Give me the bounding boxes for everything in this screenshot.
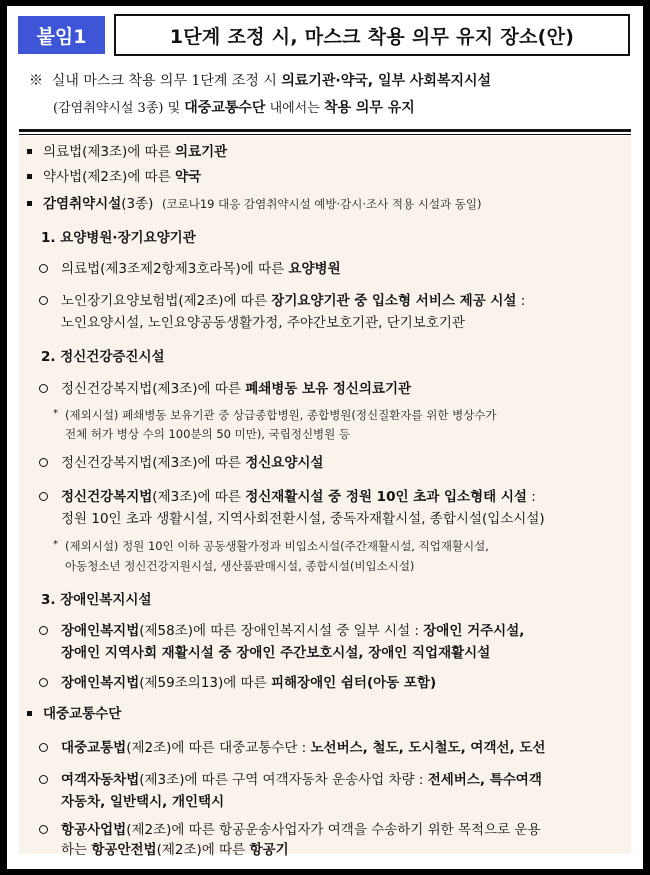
divider bbox=[19, 129, 631, 132]
item-pharmacy bbox=[43, 168, 201, 186]
item-emphasis: 장애인복지법 bbox=[61, 675, 140, 691]
item-text: (3종) bbox=[121, 196, 154, 212]
item-emphasis: 감염취약시설 bbox=[43, 196, 122, 212]
bullet-circle bbox=[39, 384, 48, 393]
item-aviation-cont bbox=[61, 841, 289, 859]
item-emphasis: 약국 bbox=[175, 169, 202, 185]
item-emphasis: 요양병원 bbox=[288, 261, 341, 277]
notice-emphasis: 대중교통수단 bbox=[184, 100, 266, 116]
note-star: * bbox=[53, 539, 58, 550]
item-text: 의료법(제3조제2항제3호라목)에 따른 bbox=[61, 261, 289, 277]
bullet-circle bbox=[39, 678, 48, 687]
item-text: 약사법(제2조)에 따른 bbox=[43, 169, 176, 185]
item-disability-welfare bbox=[61, 622, 524, 640]
item-text: : bbox=[526, 489, 536, 505]
notice-mark: ※ bbox=[29, 73, 43, 89]
attachment-tag: 붙임1 bbox=[18, 16, 105, 54]
item-emphasis: 항공사업법 bbox=[61, 822, 127, 838]
bullet-circle bbox=[39, 296, 48, 305]
notice-text: 내에서는 bbox=[265, 101, 324, 116]
item-emphasis: 대중교통법 bbox=[61, 740, 127, 756]
item-text: (제2조)에 따른 대중교통수단 : bbox=[126, 740, 311, 756]
item-emphasis: 정신요양시설 bbox=[245, 455, 324, 471]
item-disability-shelter bbox=[61, 674, 436, 692]
content-area bbox=[19, 136, 631, 858]
item-mental-care bbox=[61, 454, 323, 472]
item-emphasis: 전세버스, 특수여객 bbox=[427, 772, 542, 788]
item-aviation bbox=[61, 821, 541, 839]
item-text: (제2조)에 따른 항공운송사업자가 여객을 수송하기 위한 목적으로 운용 bbox=[126, 822, 541, 838]
item-emphasis: 장애인 지역사회 재활시설 중 장애인 주간보호시설, 장애인 직업재활시설 bbox=[61, 645, 491, 661]
item-emphasis: 의료기관 bbox=[175, 144, 228, 160]
item-text: (제2조)에 따른 bbox=[156, 842, 250, 858]
item-longterm-care bbox=[61, 292, 525, 310]
item-emphasis: 장기요양기관 중 입소형 서비스 제공 시설 bbox=[271, 293, 517, 309]
notice-box bbox=[29, 68, 637, 122]
item-text: 정신건강복지법(제3조)에 따른 bbox=[61, 455, 246, 471]
bullet-circle bbox=[39, 626, 48, 635]
item-emphasis: 노선버스, 철도, 도시철도, 여객선, 도선 bbox=[310, 740, 546, 756]
item-mental-rehab-list: 정원 10인 초과 생활시설, 지역사회전환시설, 중독자재활시설, 종합시설(입소시설) bbox=[61, 511, 545, 527]
bullet-square bbox=[27, 149, 32, 154]
item-psychiatric bbox=[61, 380, 411, 398]
bullet-square bbox=[27, 201, 32, 206]
item-emphasis: 폐쇄병동 보유 정신의료기관 bbox=[245, 381, 412, 397]
bullet-circle bbox=[39, 492, 48, 501]
section-heading-2: 2. 정신건강증진시설 bbox=[41, 349, 165, 365]
item-emphasis: 피해장애인 쉼터(아동 포함) bbox=[270, 675, 437, 691]
item-note: (코로나19 대응 감염취약시설 예방·감시·조사 적용 시설과 동일) bbox=[162, 197, 482, 211]
notice-text: 실내 마스크 착용 의무 1단계 조정 시 bbox=[51, 73, 282, 89]
document-page bbox=[7, 6, 643, 869]
item-emphasis: 정신재활시설 중 정원 10인 초과 입소형태 시설 bbox=[245, 489, 527, 505]
notice-line-1 bbox=[29, 68, 637, 95]
exclusion-note-2: (제외시설) 정원 10인 이하 공동생활가정과 비입소시설(주간재활시설, 직업재활시설, bbox=[65, 539, 489, 553]
item-mental-rehab bbox=[61, 488, 536, 506]
document-title: 1단계 조정 시, 마스크 착용 의무 유지 장소(안) bbox=[114, 14, 630, 56]
item-emphasis: 자동차, 일반택시, 개인택시 bbox=[61, 794, 225, 810]
exclusion-note-1-cont: 전체 허가 병상 수의 100분의 50 미만), 국립정신병원 등 bbox=[65, 427, 351, 441]
item-longterm-care-list: 노인요양시설, 노인요양공동생활가정, 주야간보호기관, 단기보호기관 bbox=[61, 315, 465, 331]
item-text: 의료법(제3조)에 따른 bbox=[43, 144, 176, 160]
bullet-circle bbox=[39, 825, 48, 834]
section-heading-1: 1. 요양병원·장기요양기관 bbox=[41, 230, 196, 246]
item-emphasis: 항공기 bbox=[249, 842, 289, 858]
note-star: * bbox=[53, 408, 58, 419]
item-text: (제59조의13)에 따른 bbox=[139, 675, 271, 691]
item-emphasis: 장애인복지법 bbox=[61, 623, 140, 639]
notice-text: (감염취약시설 3종) 및 bbox=[53, 101, 185, 116]
item-emphasis: 항공안전법 bbox=[91, 842, 157, 858]
item-transit-act bbox=[61, 739, 545, 757]
item-emphasis: 장애인 거주시설, bbox=[423, 623, 525, 639]
item-disability-welfare-cont bbox=[61, 644, 490, 662]
exclusion-note-2-cont: 아동청소년 정신건강지원시설, 생산품판매시설, 종합시설(비입소시설) bbox=[65, 559, 415, 573]
item-nursing-hospital bbox=[61, 260, 341, 278]
item-passenger-car bbox=[61, 771, 542, 789]
item-vulnerable bbox=[43, 195, 481, 213]
bullet-square bbox=[27, 711, 32, 716]
item-passenger-car-cont bbox=[61, 793, 224, 811]
divider bbox=[19, 134, 631, 135]
bullet-circle bbox=[39, 775, 48, 784]
bullet-circle bbox=[39, 743, 48, 752]
bullet-square bbox=[27, 174, 32, 179]
item-medical bbox=[43, 143, 227, 161]
item-text: : bbox=[516, 293, 526, 309]
item-emphasis: 여객자동차법 bbox=[61, 772, 140, 788]
bullet-circle bbox=[39, 458, 48, 467]
notice-emphasis: 착용 의무 유지 bbox=[323, 100, 415, 116]
section-heading-3: 3. 장애인복지시설 bbox=[41, 592, 152, 608]
bullet-circle bbox=[39, 264, 48, 273]
notice-emphasis: 의료기관·약국, 일부 사회복지시설 bbox=[281, 73, 492, 89]
item-text: (제3조)에 따른 구역 여객자동차 운송사업 차량 : bbox=[139, 772, 428, 788]
item-emphasis: 정신건강복지법 bbox=[61, 489, 153, 505]
item-text: 노인장기요양보험법(제2조)에 따른 bbox=[61, 293, 272, 309]
item-text: (제3조)에 따른 bbox=[152, 489, 246, 505]
exclusion-note-1: (제외시설) 폐쇄병동 보유기관 중 상급종합병원, 종합병원(정신질환자를 위한 병상수가 bbox=[65, 408, 497, 422]
item-public-transport: 대중교통수단 bbox=[43, 706, 122, 722]
notice-line-2 bbox=[29, 95, 637, 122]
item-text: 하는 bbox=[61, 842, 92, 858]
item-text: 정신건강복지법(제3조)에 따른 bbox=[61, 381, 246, 397]
item-text: (제58조)에 따른 장애인복지시설 중 일부 시설 : bbox=[139, 623, 424, 639]
